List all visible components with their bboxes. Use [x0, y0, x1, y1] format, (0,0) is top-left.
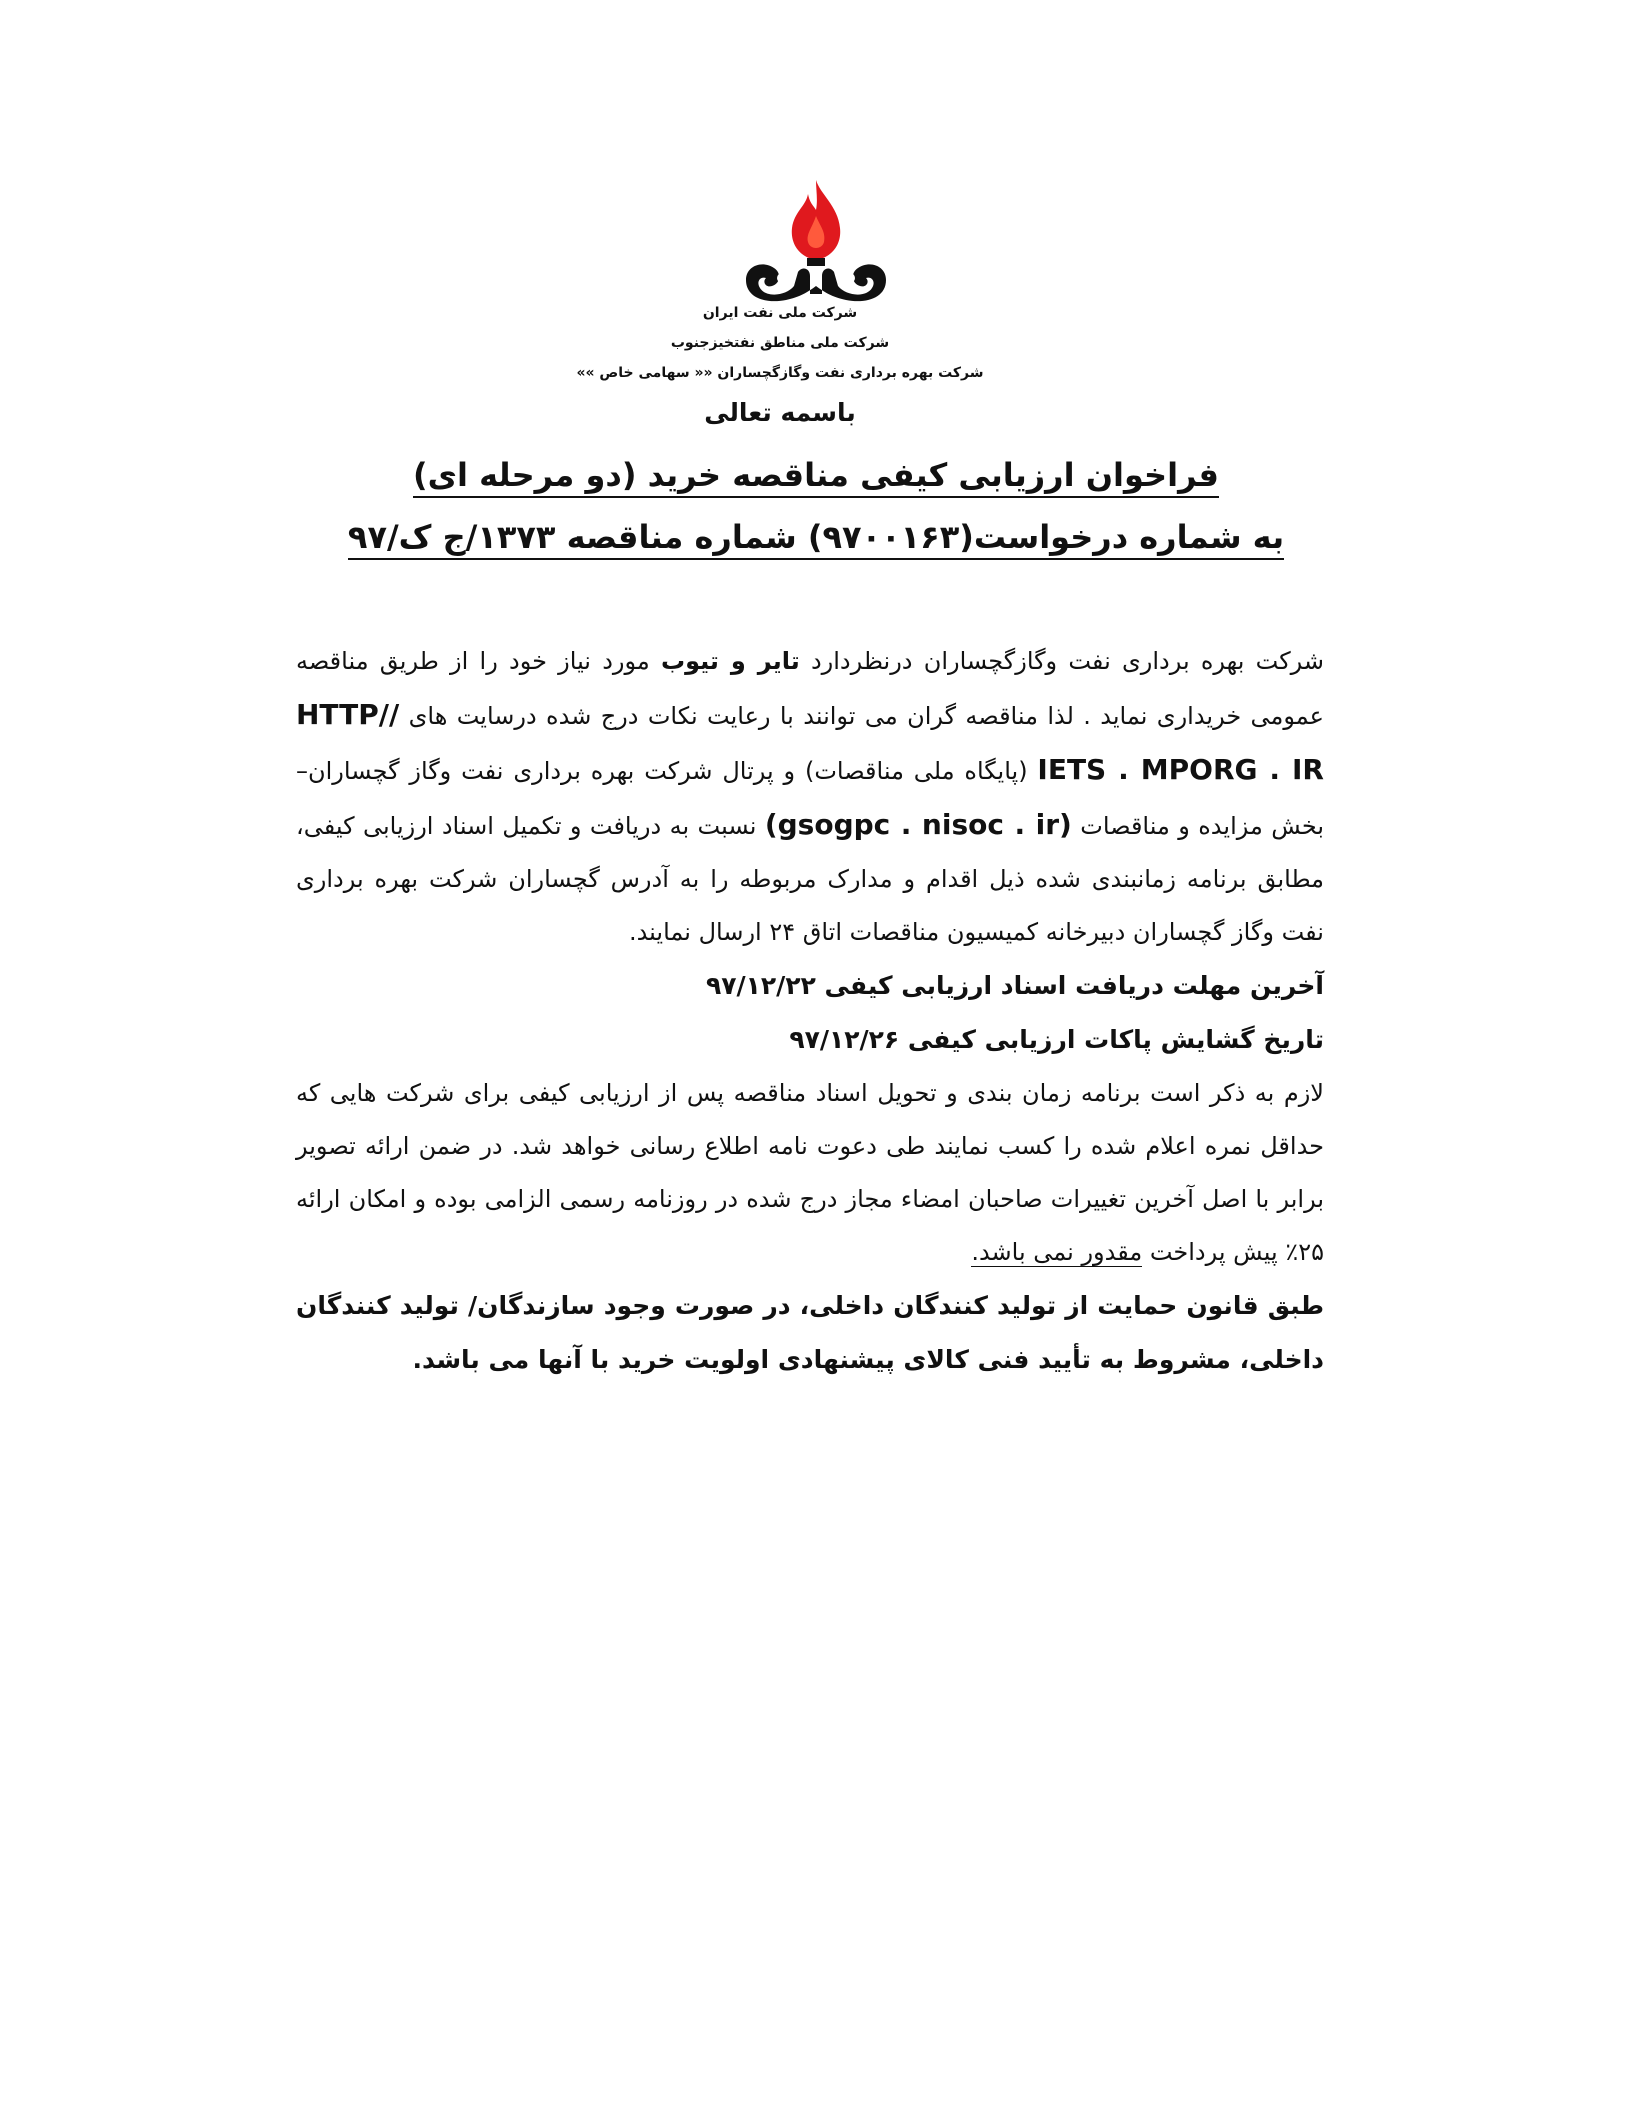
org-line-2: شرکت ملی مناطق نفتخیزجنوب — [670, 335, 890, 351]
paragraph-intro — [296, 635, 1324, 959]
tender-title-line-1 — [260, 456, 1372, 498]
notes-text: لازم به ذکر است برنامه زمان بندی و تحویل اسناد مناقصه پس از ارزیابی کیفی برای شرکت هایی که حداقل نمره اعلام شده را کسب نمایند طی دعوت نامه اطلاع رسانی خواهد شد. در ضمن ارائه تصویر برابر با اصل آخرین تغییرات صاحبان امضاء مجاز درج شده در روزنامه رسمی الزامی بوده و امکان ارائه ۲۵٪ پیش پرداخت — [296, 1079, 1324, 1266]
paragraph-law: طبق قانون حمایت از تولید کنندگان داخلی، در صورت وجود سازندگان/ تولید کنندگان داخلی، مشروط به تأیید فنی کالای پیشنهادی اولویت خرید با آنها می باشد. — [296, 1291, 1324, 1374]
organization-header — [560, 298, 1000, 388]
paragraph-notes — [296, 1067, 1324, 1279]
site-link-gsogpc[interactable]: (gsogpc . nisoc . ir) — [764, 808, 1072, 841]
deadline-opening: تاریخ گشایش پاکات ارزیابی کیفی ۹۷/۱۲/۲۶ — [789, 1025, 1324, 1054]
tender-title-line-2 — [260, 518, 1372, 560]
intro-text-a: شرکت بهره برداری نفت وگازگچساران درنظردارد — [799, 647, 1324, 675]
bismillah-heading: باسمه تعالی — [704, 398, 856, 427]
intro-text-b: مورد نیاز خود را از طریق مناقصه عمومی خریداری نماید . لذا مناقصه گران می توانند با رعایت نکات درج شده درسایت های — [296, 647, 1324, 730]
intro-text-d: نسبت به دریافت و تکمیل اسناد ارزیابی کیفی، مطابق برنامه زمانبندی شده ذیل اقدام و مدارک مربوطه را به آدرس گچساران شرکت بهره برداری نفت وگاز گچساران دبیرخانه کمیسیون مناقصات اتاق ۲۴ ارسال نمایند. — [296, 812, 1324, 946]
intro-text-c: (پایگاه ملی مناقصات) و پرتال شرکت بهره برداری نفت وگاز گچساران– بخش مزایده و مناقصات — [296, 757, 1325, 840]
announcement-body — [296, 635, 1324, 1387]
deadline-receive-docs: آخرین مهلت دریافت اسناد ارزیابی کیفی ۹۷/۱۲/۲۲ — [706, 971, 1324, 1000]
tender-title-line-1-text: فراخوان ارزیابی کیفی مناقصه خرید (دو مرحله ای) — [413, 456, 1219, 498]
site-link-iets[interactable]: HTTP// IETS . MPORG . IR — [296, 698, 1324, 786]
item-name: تایر و تیوب — [660, 647, 800, 675]
org-line-3: شرکت بهره برداری نفت وگازگچساران «« سهامی خاص »» — [576, 365, 984, 381]
notes-underlined-text: مقدور نمی باشد. — [971, 1238, 1143, 1266]
org-line-1: شرکت ملی نفت ایران — [702, 305, 858, 321]
tender-title-line-2-text: به شماره درخواست(۹۷۰۰۱۶۳) شماره مناقصه ۱۳۷۳/ج ک/۹۷ — [348, 518, 1284, 560]
nioc-logo-icon — [716, 176, 916, 306]
